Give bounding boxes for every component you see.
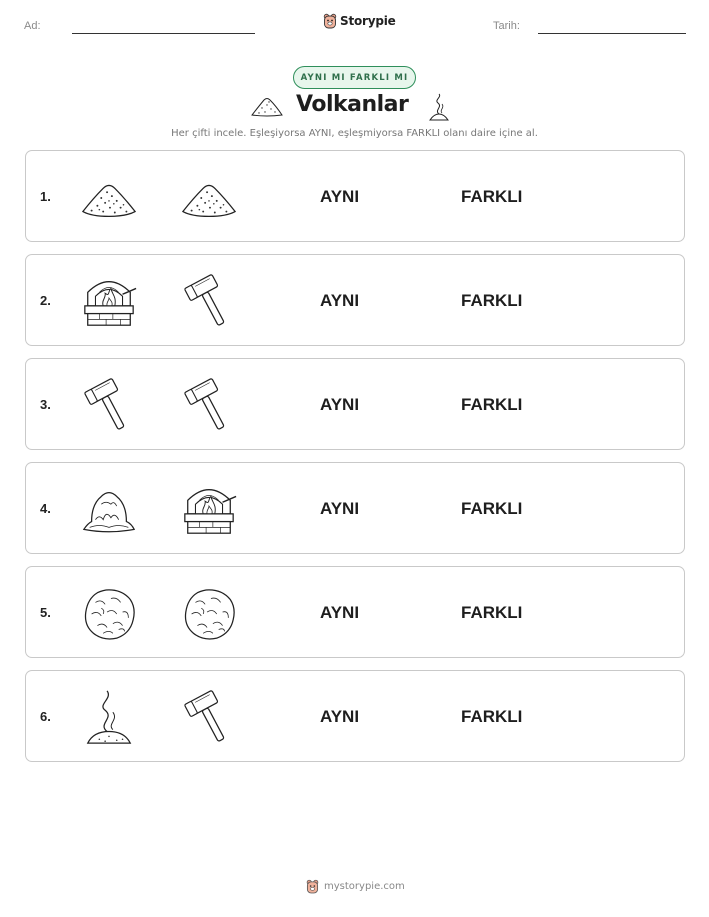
row-number: 3. [40,397,51,412]
different-option[interactable]: FARKLI [461,707,523,726]
smoke-vent-icon [80,689,138,747]
smoke-vent-icon [428,92,450,122]
different-option[interactable]: FARKLI [461,187,523,206]
footer [306,879,405,894]
different-option[interactable]: FARKLI [461,291,523,310]
different-option[interactable]: FARKLI [461,395,523,414]
same-option[interactable]: AYNI [320,603,360,622]
rock-icon [80,585,138,643]
different-option[interactable]: FARKLI [461,499,523,518]
date-line[interactable] [538,33,686,34]
bear-logo-icon [306,879,319,894]
different-option[interactable]: FARKLI [461,603,523,622]
pair-row-2 [25,254,685,346]
lava-mound-icon [80,481,138,539]
name-label: Ad: [24,20,41,32]
pair-row-5 [25,566,685,658]
row-number: 4. [40,501,51,516]
badge-text: AYNI MI FARKLI MI [300,72,409,83]
hammer-icon [180,273,238,331]
date-label: Tarih: [493,20,520,32]
pair-row-3 [25,358,685,450]
logo-text: Storypie [340,14,396,28]
pair-row-6 [25,670,685,762]
page-title: Volkanlar [296,92,409,117]
row-number: 6. [40,709,51,724]
ash-pile-icon [180,169,238,227]
furnace-icon [180,481,238,539]
same-option[interactable]: AYNI [320,707,360,726]
bear-logo-icon [323,13,337,29]
ash-pile-icon [80,169,138,227]
same-option[interactable]: AYNI [320,499,360,518]
name-line[interactable] [72,33,255,34]
footer-url[interactable]: mystorypie.com [324,881,405,892]
row-number: 5. [40,605,51,620]
rock-icon [180,585,238,643]
hammer-icon [180,377,238,435]
worksheet-type-badge [293,66,416,89]
instructions: Her çifti incele. Eşleşiyorsa AYNI, eşleşmiyorsa FARKLI olanı daire içine al. [171,128,538,139]
storypie-logo [323,13,396,29]
row-number: 2. [40,293,51,308]
ash-pile-icon [250,94,284,118]
pair-row-1 [25,150,685,242]
furnace-icon [80,273,138,331]
hammer-icon [80,377,138,435]
row-number: 1. [40,189,51,204]
pair-row-4 [25,462,685,554]
hammer-icon [180,689,238,747]
same-option[interactable]: AYNI [320,395,360,414]
same-option[interactable]: AYNI [320,291,360,310]
same-option[interactable]: AYNI [320,187,360,206]
